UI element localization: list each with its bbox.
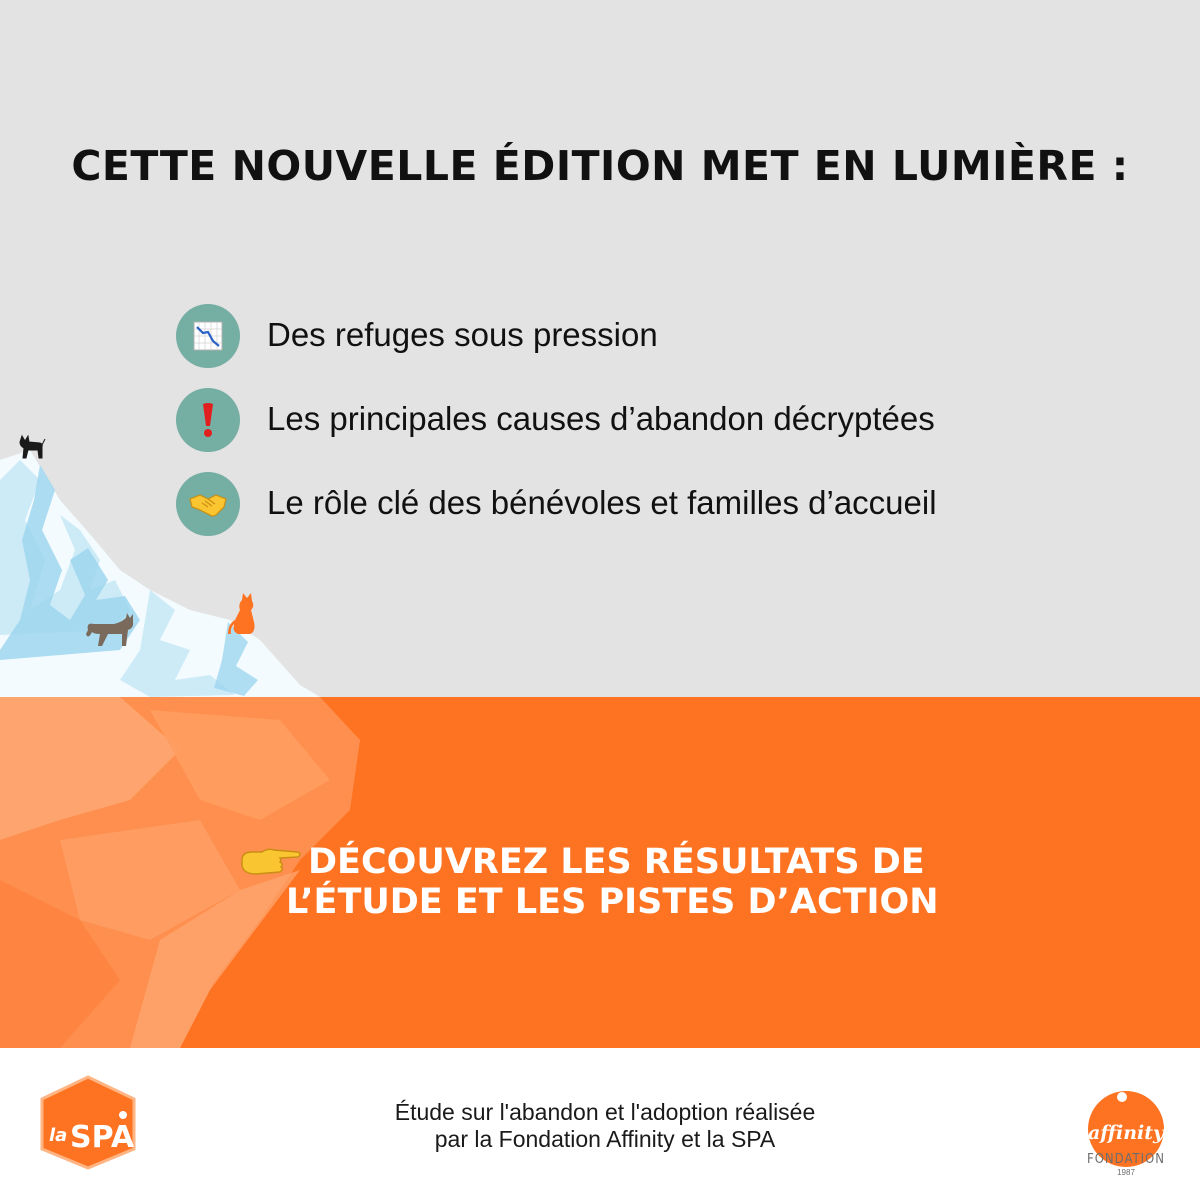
cta-line-2: L’ÉTUDE ET LES PISTES D’ACTION	[286, 882, 939, 922]
chart-decreasing-icon	[176, 304, 240, 368]
spa-logo-la: la	[49, 1125, 68, 1146]
highlight-text: Les principales causes d’abandon décryptées	[267, 400, 935, 437]
highlight-text: Des refuges sous pression	[267, 316, 658, 353]
headline: CETTE NOUVELLE ÉDITION MET EN LUMIÈRE :	[71, 142, 1129, 190]
orange-cat-icon	[228, 592, 260, 636]
affinity-brand: affinity	[1087, 1122, 1165, 1144]
caption-line-2: par la Fondation Affinity et la SPA	[434, 1126, 776, 1152]
list-item	[176, 304, 937, 388]
grey-cat-icon	[84, 612, 136, 648]
affinity-year: 1987	[1117, 1168, 1135, 1177]
la-spa-logo	[38, 1075, 138, 1170]
exclamation-icon	[176, 388, 240, 452]
list-item	[176, 472, 937, 556]
list-item	[176, 388, 937, 472]
pointing-hand-icon	[240, 846, 302, 878]
highlight-text: Le rôle clé des bénévoles et familles d’accueil	[267, 484, 937, 521]
highlights-list	[176, 304, 937, 556]
caption-line-1: Étude sur l'abandon et l'adoption réalisée	[394, 1099, 816, 1125]
cta-line-1: DÉCOUVREZ LES RÉSULTATS DE	[308, 842, 925, 882]
black-dog-icon	[16, 432, 46, 460]
spa-logo-spa: SPA	[70, 1120, 135, 1155]
handshake-icon	[176, 472, 240, 536]
affinity-sub-label: FONDATION	[1087, 1152, 1165, 1167]
footer-caption	[300, 1099, 910, 1153]
call-to-action[interactable]	[240, 842, 960, 922]
